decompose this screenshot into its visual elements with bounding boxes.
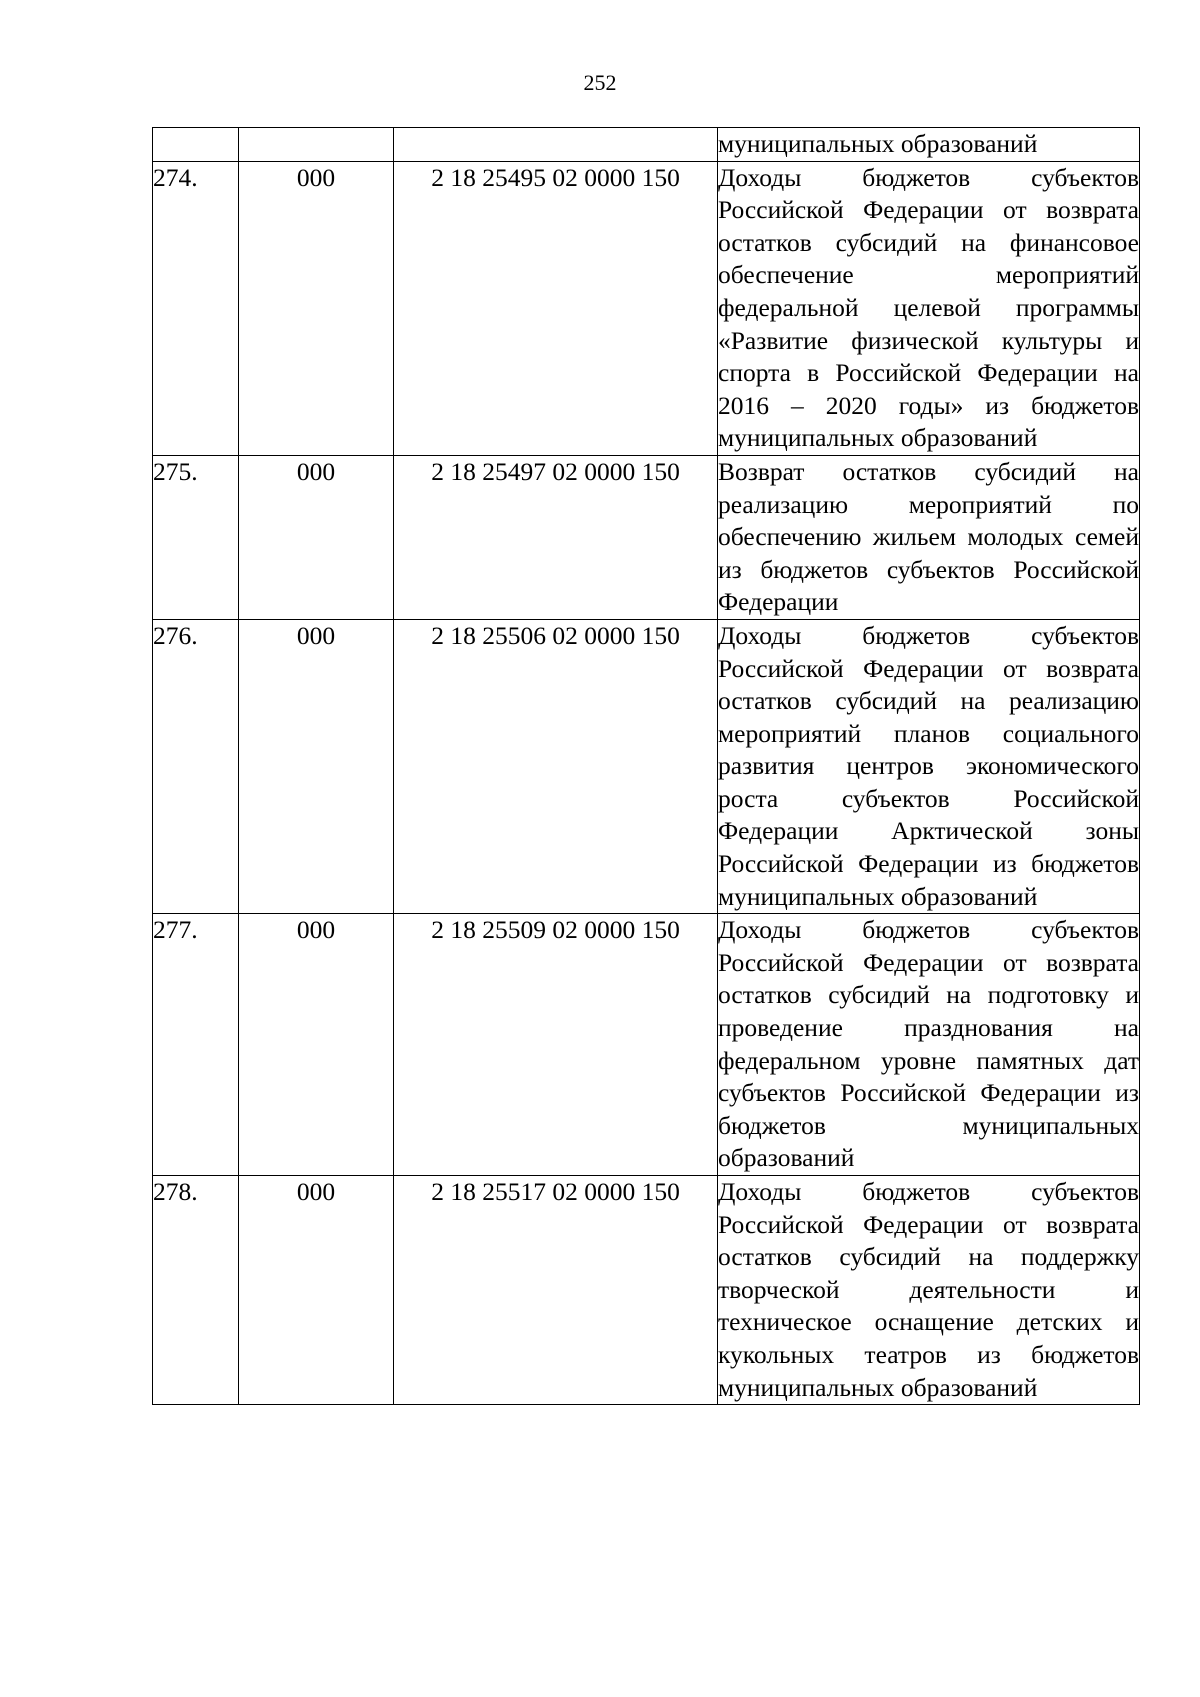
budget-revenue-table: [152, 127, 1140, 1405]
table-row: [153, 161, 1140, 455]
admin-code: 000: [239, 619, 394, 913]
table-row: [153, 128, 1140, 162]
budget-classification-code: 2 18 25495 02 0000 150: [394, 161, 718, 455]
budget-classification-code: 2 18 25509 02 0000 150: [394, 914, 718, 1176]
row-number: 276.: [153, 619, 239, 913]
revenue-description: Доходы бюджетов субъектов Российской Федерации от возврата остатков субсидий на поддержку творческой деятельности и техническое оснащение детских и кукольных театров из бюджетов муниципальных образований: [718, 1176, 1140, 1405]
budget-classification-code: 2 18 25497 02 0000 150: [394, 455, 718, 619]
admin-code: 000: [239, 161, 394, 455]
budget-classification-code: 2 18 25506 02 0000 150: [394, 619, 718, 913]
admin-code: 000: [239, 1176, 394, 1405]
revenue-description: Доходы бюджетов субъектов Российской Федерации от возврата остатков субсидий на финансовое обеспечение мероприятий федеральной целевой программы «Развитие физической культуры и спорта в Российской Федерации на 2016 – 2020 годы» из бюджетов муниципальных образований: [718, 161, 1140, 455]
admin-code: 000: [239, 914, 394, 1176]
row-number: 274.: [153, 161, 239, 455]
budget-classification-code: [394, 128, 718, 162]
revenue-description: Возврат остатков субсидий на реализацию мероприятий по обеспечению жильем молодых семей из бюджетов субъектов Российской Федерации: [718, 455, 1140, 619]
row-number: 275.: [153, 455, 239, 619]
row-number: 278.: [153, 1176, 239, 1405]
table-row: [153, 1176, 1140, 1405]
page-number: 252: [583, 70, 617, 95]
revenue-description: Доходы бюджетов субъектов Российской Федерации от возврата остатков субсидий на подготовку и проведение празднования на федеральном уровне памятных дат субъектов Российской Федерации из бюджетов муниципальных образований: [718, 914, 1140, 1176]
table-row: [153, 455, 1140, 619]
table-row: [153, 914, 1140, 1176]
row-number: 277.: [153, 914, 239, 1176]
revenue-description: Доходы бюджетов субъектов Российской Федерации от возврата остатков субсидий на реализацию мероприятий планов социального развития центров экономического роста субъектов Российской Федерации Арктической зоны Российской Федерации из бюджетов муниципальных образований: [718, 619, 1140, 913]
budget-classification-code: 2 18 25517 02 0000 150: [394, 1176, 718, 1405]
admin-code: [239, 128, 394, 162]
table-row: [153, 619, 1140, 913]
admin-code: 000: [239, 455, 394, 619]
revenue-description: муниципальных образований: [718, 128, 1140, 162]
row-number: [153, 128, 239, 162]
